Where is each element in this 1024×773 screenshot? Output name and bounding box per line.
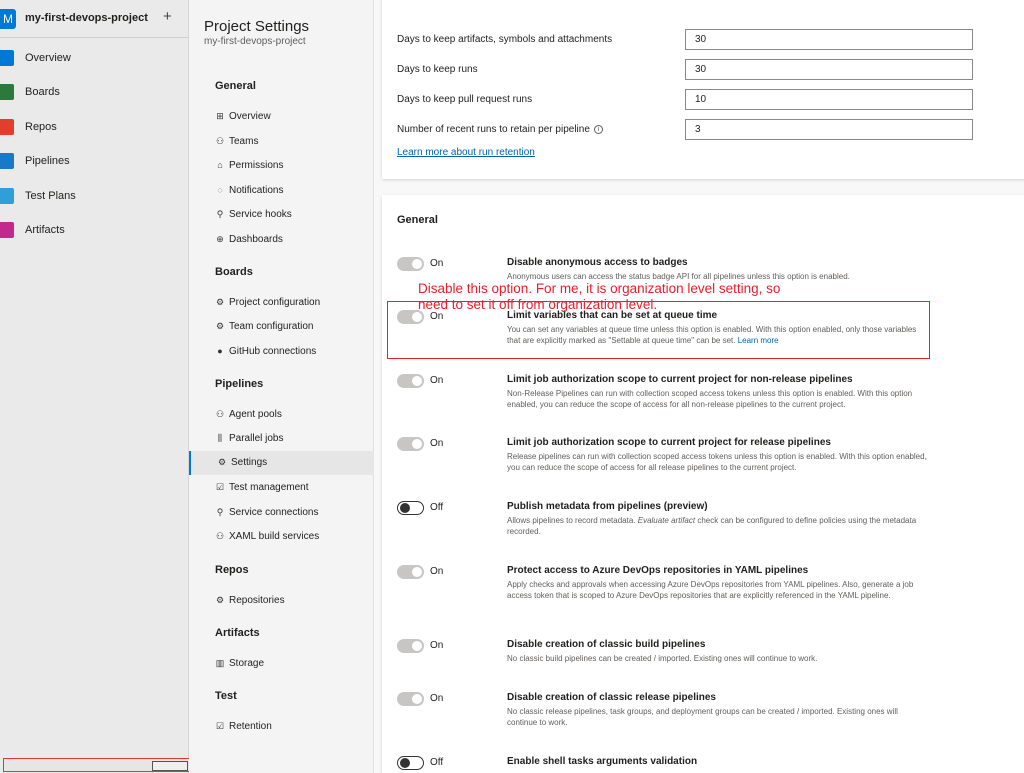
settings-item-overview[interactable] xyxy=(189,105,374,129)
build-services-icon: ⚇ xyxy=(215,531,225,541)
info-icon[interactable]: i xyxy=(594,125,603,134)
settings-item-label: Retention xyxy=(229,721,272,732)
recent-runs-retain-input[interactable]: 3 xyxy=(685,119,973,140)
settings-item-label: Overview xyxy=(229,111,271,122)
setting-description: No classic build pipelines can be created / imported. Existing ones will continue to work. xyxy=(507,654,818,663)
settings-item-team-configuration[interactable] xyxy=(189,315,374,339)
description-text: check can be configured to define policies using the metadata recorded. xyxy=(507,516,917,536)
artifacts-icon xyxy=(0,222,14,238)
retention-icon: ☑ xyxy=(215,721,225,731)
project-avatar: M xyxy=(0,9,16,29)
toggle-row-classic-build xyxy=(382,639,1024,699)
test-management-icon: ☑ xyxy=(215,482,225,492)
dashboard-icon: ⊕ xyxy=(216,234,224,244)
settings-item-github-connections[interactable] xyxy=(189,340,374,364)
toggle-state: On xyxy=(430,693,444,704)
nav-item-label: Test Plans xyxy=(25,190,76,202)
setting-description: Apply checks and approvals when accessing Azure DevOps repositories from YAML pipelines. Also, generate a job access token that is scoped to Azure DevOps repositories that are explicitly referenced in the YAML pipeline. xyxy=(507,580,914,600)
toggle-switch[interactable] xyxy=(397,756,424,770)
nav-item-boards[interactable] xyxy=(0,75,189,109)
repos-icon xyxy=(0,119,14,135)
setting-description: Non-Release Pipelines can run with collection scoped access tokens unless this option is enabled. With this option enabled, you can reduce the scope of access for all non-release pipelines to the current project. xyxy=(507,389,913,409)
toggle-switch[interactable] xyxy=(397,565,424,579)
toggle-switch[interactable] xyxy=(397,501,424,515)
toggle-state: On xyxy=(430,258,444,269)
settings-item-test-management[interactable] xyxy=(189,476,374,500)
toggle-row-publish-metadata xyxy=(382,501,1024,561)
settings-item-label: Notifications xyxy=(229,185,284,196)
scrollbar-thumb[interactable] xyxy=(152,761,188,771)
service-connection-icon: ⚲ xyxy=(216,507,224,517)
overview-icon xyxy=(0,50,14,66)
nav-item-label: Boards xyxy=(25,86,60,98)
toggle-switch[interactable] xyxy=(397,437,424,451)
learn-more-link[interactable]: Learn more xyxy=(737,336,779,345)
settings-item-label: Service hooks xyxy=(229,209,292,220)
teams-icon: ⚇ xyxy=(215,136,225,146)
gear-icon: ⚙ xyxy=(217,457,227,467)
toggle-row-protect-repos xyxy=(382,565,1024,625)
setting-description: Anonymous users can access the status badge API for all pipelines unless this option is enabled. xyxy=(507,272,850,281)
description-text: You can set any variables at queue time unless this option is enabled. With this option enabled, only those variables that are explicitly marked as "Settable at queue time" can be set. xyxy=(507,325,917,345)
retention-label: Number of recent runs to retain per pipeline xyxy=(397,124,590,135)
project-header[interactable] xyxy=(0,0,189,38)
nav-item-label: Pipelines xyxy=(25,155,70,167)
settings-item-xaml-build-services[interactable] xyxy=(189,525,374,549)
learn-more-retention-link[interactable]: Learn more about run retention xyxy=(397,147,535,158)
section-heading-pipelines: Pipelines xyxy=(215,378,264,390)
retention-label-with-info xyxy=(397,124,603,135)
retention-label: Days to keep artifacts, symbols and attachments xyxy=(397,34,613,45)
settings-item-repositories[interactable] xyxy=(189,589,374,613)
project-name[interactable]: my-first-devops-project xyxy=(25,12,148,24)
section-heading-repos: Repos xyxy=(215,564,249,576)
setting-title: Disable creation of classic build pipelines xyxy=(507,639,706,650)
settings-item-label: Storage xyxy=(229,658,265,669)
toggle-switch[interactable] xyxy=(397,257,424,271)
nav-item-pipelines[interactable] xyxy=(0,144,189,178)
storage-icon: ▥ xyxy=(215,658,225,668)
toggle-state: Off xyxy=(430,757,444,768)
configuration-icon: ⚙ xyxy=(215,297,225,307)
test-plans-icon xyxy=(0,188,14,204)
page-subtitle: my-first-devops-project xyxy=(204,36,306,47)
left-navigation xyxy=(0,0,189,773)
settings-item-label: Settings xyxy=(231,457,268,468)
nav-item-overview[interactable] xyxy=(0,41,189,75)
settings-item-label: Permissions xyxy=(229,160,284,171)
section-heading-artifacts: Artifacts xyxy=(215,627,260,639)
toggle-row-non-release-scope xyxy=(382,374,1024,434)
service-hook-icon: ⚲ xyxy=(216,209,224,219)
nav-item-label: Artifacts xyxy=(25,224,65,236)
settings-item-label: Project configuration xyxy=(229,297,321,308)
toggle-state: On xyxy=(430,438,444,449)
settings-item-label: Repositories xyxy=(229,595,285,606)
agent-pools-icon: ⚇ xyxy=(215,409,225,419)
settings-item-label: Team configuration xyxy=(229,321,314,332)
settings-item-settings[interactable] xyxy=(189,451,374,475)
section-heading-general: General xyxy=(215,80,256,92)
artifacts-retention-days-input[interactable]: 30 xyxy=(685,29,973,50)
setting-title: Protect access to Azure DevOps repositories in YAML pipelines xyxy=(507,565,809,576)
retention-label: Days to keep runs xyxy=(397,64,478,75)
settings-item-label: Test management xyxy=(229,482,309,493)
team-configuration-icon: ⚙ xyxy=(215,321,225,331)
repository-icon: ⚙ xyxy=(215,595,225,605)
description-emphasis: Evaluate artifact xyxy=(637,516,696,525)
settings-item-label: Service connections xyxy=(229,507,319,518)
settings-item-label: Agent pools xyxy=(229,409,282,420)
parallel-jobs-icon: ⫼ xyxy=(217,433,223,443)
toggle-state: On xyxy=(430,566,444,577)
toggle-state: On xyxy=(430,311,444,322)
main-content xyxy=(374,0,1024,773)
toggle-switch[interactable] xyxy=(397,639,424,653)
toggle-row-release-scope xyxy=(382,437,1024,497)
nav-item-label: Overview xyxy=(25,52,71,64)
setting-title: Publish metadata from pipelines (preview) xyxy=(507,501,708,512)
settings-item-label: Teams xyxy=(229,136,259,147)
annotation-highlight-box xyxy=(387,301,930,359)
toggle-switch[interactable] xyxy=(397,692,424,706)
settings-item-service-hooks[interactable] xyxy=(189,203,374,227)
nav-item-repos[interactable] xyxy=(0,110,189,144)
overview-icon: ⊞ xyxy=(216,111,224,121)
setting-title: Limit variables that can be set at queue time xyxy=(507,310,718,321)
notification-icon: ◌ xyxy=(217,185,223,195)
retention-card xyxy=(382,0,1024,179)
section-heading-boards: Boards xyxy=(215,266,253,278)
setting-description xyxy=(507,515,927,537)
pipelines-icon xyxy=(0,153,14,169)
settings-item-parallel-jobs[interactable] xyxy=(189,427,374,451)
setting-title: Limit job authorization scope to current project for release pipelines xyxy=(507,437,831,448)
settings-item-project-configuration[interactable] xyxy=(189,291,374,315)
settings-item-label: Parallel jobs xyxy=(229,433,284,444)
runs-retention-days-input[interactable]: 30 xyxy=(685,59,973,80)
nav-item-label: Repos xyxy=(25,121,57,133)
pr-runs-retention-days-input[interactable]: 10 xyxy=(685,89,973,110)
description-text: Allows pipelines to record metadata. xyxy=(507,516,638,525)
add-icon[interactable]: + xyxy=(163,8,172,25)
settings-item-label: Dashboards xyxy=(229,234,283,245)
settings-item-dashboards[interactable] xyxy=(189,228,374,252)
settings-item-label: GitHub connections xyxy=(229,346,317,357)
horizontal-scrollbar[interactable] xyxy=(3,758,193,772)
setting-title: Disable anonymous access to badges xyxy=(507,257,688,268)
general-section-title: General xyxy=(397,214,438,226)
toggle-state: On xyxy=(430,375,444,386)
setting-title: Limit job authorization scope to current project for non-release pipelines xyxy=(507,374,853,385)
settings-item-agent-pools[interactable] xyxy=(189,403,374,427)
setting-title: Disable creation of classic release pipelines xyxy=(507,692,716,703)
toggle-switch[interactable] xyxy=(397,374,424,388)
nav-item-test-plans[interactable] xyxy=(0,179,189,213)
setting-title: Enable shell tasks arguments validation xyxy=(507,756,698,767)
settings-item-permissions[interactable] xyxy=(189,154,374,178)
github-icon: ● xyxy=(217,346,223,356)
toggle-state: On xyxy=(430,640,444,651)
setting-description: No classic release pipelines, task groups, and deployment groups can be created / imported. Existing ones will continue to work. xyxy=(507,707,898,727)
setting-description: Release pipelines can run with collection scoped access tokens unless this option is enabled. With this option enabled, you can reduce the scope of access for all release pipelines to the current project. xyxy=(507,452,927,472)
settings-item-label: XAML build services xyxy=(229,531,320,542)
page-title: Project Settings xyxy=(204,18,310,35)
settings-item-storage[interactable] xyxy=(189,652,374,676)
section-heading-test: Test xyxy=(215,690,237,702)
project-settings-nav xyxy=(189,0,374,773)
settings-item-teams[interactable] xyxy=(189,130,374,154)
toggle-state: Off xyxy=(430,502,444,513)
annotation-note: Disable this option. For me, it is organization level setting, so need to set it off from organization level. xyxy=(418,281,781,312)
settings-item-notifications[interactable] xyxy=(189,179,374,203)
settings-item-retention[interactable] xyxy=(189,715,374,739)
lock-icon: ⌂ xyxy=(217,160,223,170)
retention-label: Days to keep pull request runs xyxy=(397,94,533,105)
toggle-row-shell-args xyxy=(382,756,1024,773)
settings-item-service-connections[interactable] xyxy=(189,501,374,525)
nav-item-artifacts[interactable] xyxy=(0,213,189,247)
toggle-row-classic-release xyxy=(382,692,1024,752)
boards-icon xyxy=(0,84,14,100)
